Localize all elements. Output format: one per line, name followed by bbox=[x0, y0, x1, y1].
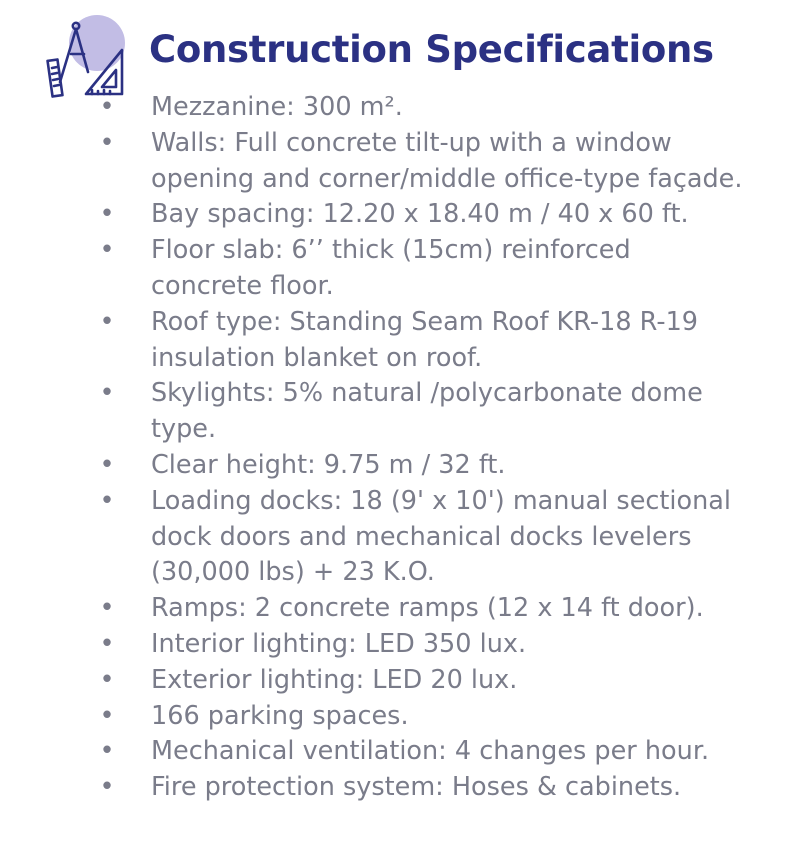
bullet-icon: • bbox=[99, 772, 115, 803]
list-item bbox=[0, 663, 800, 699]
spec-text: Ramps: 2 concrete ramps (12 x 14 ft door). bbox=[151, 593, 704, 624]
list-item bbox=[0, 126, 800, 198]
bullet-icon: • bbox=[99, 593, 115, 624]
bullet-icon: • bbox=[99, 92, 115, 122]
bullet-icon: • bbox=[99, 700, 115, 731]
spec-text: Loading docks: 18 (9' x 10') manual sectional dock doors and mechanical docks levelers (30,000 lbs) + 23 K.O. bbox=[151, 485, 731, 588]
bullet-icon: • bbox=[99, 664, 115, 695]
list-item bbox=[0, 197, 800, 233]
spec-text: Exterior lighting: LED 20 lux. bbox=[151, 664, 518, 695]
bullet-icon: • bbox=[99, 449, 115, 480]
spec-text: Skylights: 5% natural /polycarbonate dome type. bbox=[151, 378, 703, 445]
spec-text: Walls: Full concrete tilt-up with a window opening and corner/middle office-type façade. bbox=[151, 127, 743, 194]
spec-text: Mezzanine: 300 m². bbox=[151, 92, 403, 122]
bullet-icon: • bbox=[99, 628, 115, 659]
list-item bbox=[0, 233, 800, 305]
list-item bbox=[0, 591, 800, 627]
bullet-icon: • bbox=[99, 306, 115, 337]
spec-text: Bay spacing: 12.20 x 18.40 m / 40 x 60 ft. bbox=[151, 199, 689, 230]
spec-text: Fire protection system: Hoses & cabinets. bbox=[151, 772, 682, 803]
spec-text: Floor slab: 6’’ thick (15cm) reinforced concrete floor. bbox=[151, 235, 631, 301]
section-header bbox=[0, 0, 800, 100]
spec-text: Interior lighting: LED 350 lux. bbox=[151, 628, 527, 659]
list-item bbox=[0, 627, 800, 663]
spec-text: Mechanical ventilation: 4 changes per hour. bbox=[151, 736, 710, 767]
list-item bbox=[0, 90, 800, 126]
list-item bbox=[0, 376, 800, 448]
spec-text: Roof type: Standing Seam Roof KR-18 R-19 insulation blanket on roof. bbox=[151, 306, 699, 373]
list-item bbox=[0, 770, 800, 806]
bullet-icon: • bbox=[99, 378, 115, 409]
list-item bbox=[0, 484, 800, 591]
page-title: Construction Specifications bbox=[149, 28, 714, 71]
bullet-icon: • bbox=[99, 485, 115, 516]
spec-text: 166 parking spaces. bbox=[151, 700, 409, 731]
bullet-icon: • bbox=[99, 127, 115, 158]
list-item bbox=[0, 305, 800, 377]
list-item bbox=[0, 699, 800, 735]
spec-text: Clear height: 9.75 m / 32 ft. bbox=[151, 449, 506, 480]
bullet-icon: • bbox=[99, 199, 115, 230]
list-item bbox=[0, 734, 800, 770]
list-item bbox=[0, 448, 800, 484]
bullet-icon: • bbox=[99, 235, 115, 266]
bullet-icon: • bbox=[99, 736, 115, 767]
specifications-list bbox=[0, 90, 800, 806]
